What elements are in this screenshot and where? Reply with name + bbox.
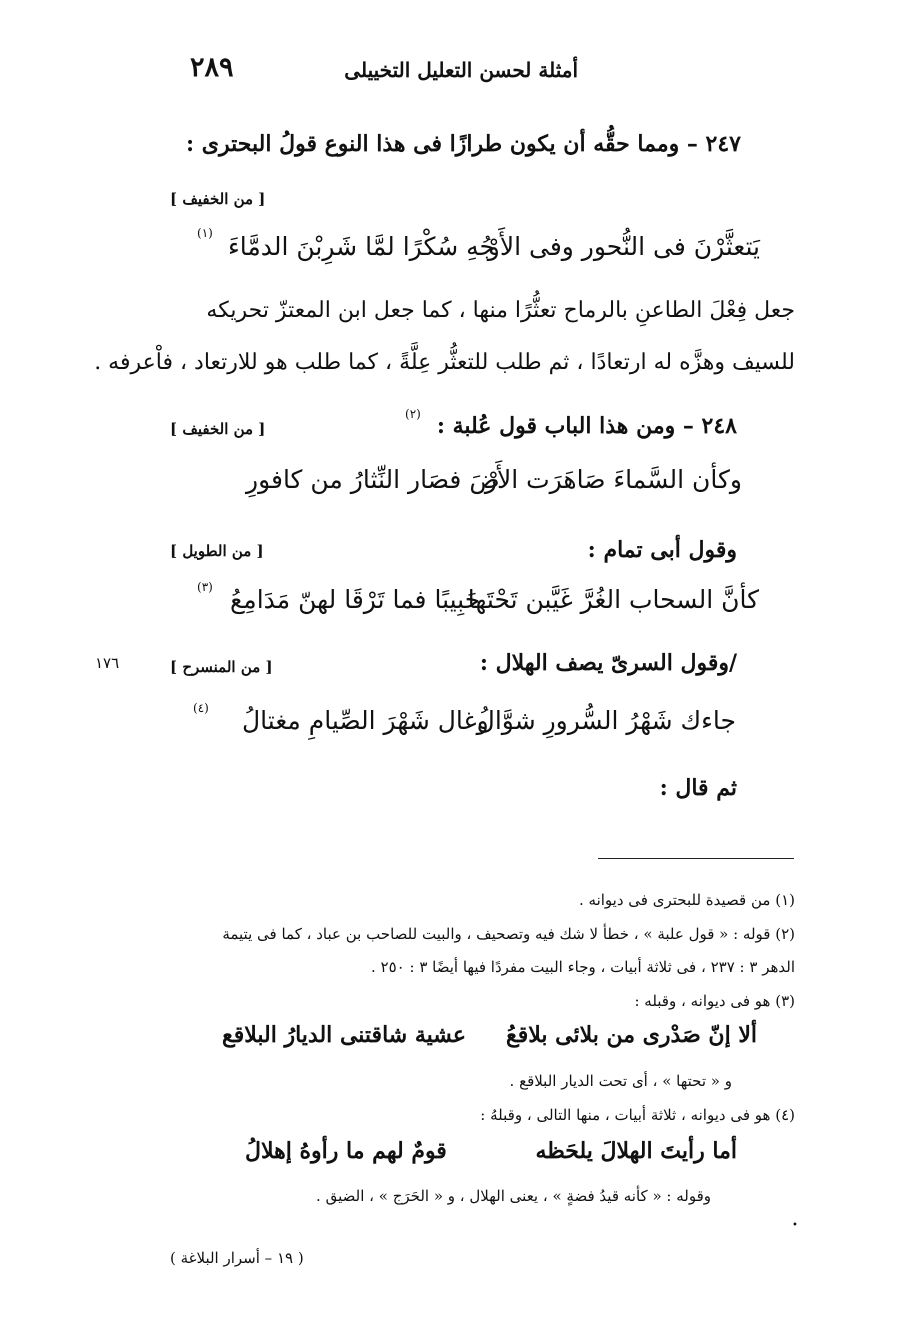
meter-label-tawil: [ من الطويل ] bbox=[170, 542, 264, 560]
footnote-4-verse-second-hemistich: قومٌ لهم ما رأوهُ إهلالُ bbox=[245, 1138, 447, 1164]
footnote-3-note: و « تحتها » ، أى تحت الديار البلاقع . bbox=[509, 1072, 732, 1090]
footnote-ref-2: (٢) bbox=[405, 407, 421, 421]
meter-label-khafif-2: [ من الخفيف ] bbox=[170, 420, 266, 438]
page-number: ٢٨٩ bbox=[190, 52, 234, 83]
prose-line-1: جعل فِعْلَ الطاعنِ بالرماح تعثُّرًا منها ، كما جعل ابن المعتزّ تحريكه bbox=[206, 298, 795, 323]
footnote-3-verse-first-hemistich: ألا إنّ صَدْرى من بلائى بلاقعُ bbox=[505, 1022, 757, 1048]
footnote-4-verse-first-hemistich: أما رأيتَ الهلالَ يلحَظه bbox=[535, 1138, 737, 1164]
meter-label-munsarih: [ من المنسرح ] bbox=[170, 658, 273, 676]
running-title: أمثلة لحسن التعليل التخييلى bbox=[344, 58, 578, 82]
sari-intro: /وقول السرىّ يصف الهلال : bbox=[479, 650, 737, 676]
footnote-2-line-2: الدهر ٣ : ٢٣٧ ، فى ثلاثة أبيات ، وجاء البيت مفردًا فيها أيضًا ٣ : ٢٥٠ . bbox=[371, 958, 795, 976]
stray-mark: • bbox=[792, 1220, 798, 1231]
abu-tammam-intro: وقول أبى تمام : bbox=[587, 537, 737, 563]
verse-abu-tammam-second-hemistich: حَبِيبًا فما تَرْقَا لهنّ مَدَامِعُ bbox=[230, 585, 481, 614]
verse-247-second-hemistich: جُهِ سُكْرًا لمَّا شَرِبْنَ الدمَّاءَ bbox=[228, 232, 496, 261]
footnote-ref-4: (٤) bbox=[193, 701, 209, 715]
section-248-heading: ٢٤٨ – ومن هذا الباب قول عُلبة : bbox=[436, 413, 737, 439]
prose-line-2: للسيف وهزَّه له ارتعادًا ، ثم طلب للتعثُّر عِلَّةً ، كما طلب هو للارتعاد ، فاْعرفه . bbox=[94, 350, 795, 375]
footnote-1: (١) من قصيدة للبحترى فى ديوانه . bbox=[579, 891, 795, 909]
footnote-3-verse-second-hemistich: عشية شاقتنى الديارُ البلاقع bbox=[222, 1022, 467, 1048]
footnote-ref-1: (١) bbox=[197, 226, 213, 240]
footnote-divider bbox=[598, 858, 794, 859]
footnote-2-line-1: (٢) قوله : « قول علبة » ، خطأ لا شك فيه وتصحيف ، والبيت للصاحب بن عباد ، كما فى يتيمة bbox=[222, 925, 795, 943]
verse-248-first-hemistich: وكأن السَّماءَ صَاهَرَت الأَرْ bbox=[484, 465, 742, 494]
footnote-4: (٤) هو فى ديوانه ، ثلاثة أبيات ، منها التالى ، وقبلهُ : bbox=[480, 1106, 795, 1124]
then-said-line: ثم قال : bbox=[659, 775, 737, 801]
verse-abu-tammam-first-hemistich: كأنَّ السحاب الغُرَّ غَيَّبن تَحْتَها bbox=[467, 585, 759, 614]
verse-sari-first-hemistich: جاءك شَهْرُ السُّرورِ شوَّالُ bbox=[476, 706, 736, 735]
verse-248-second-hemistich: ضَ فصَار النِّثارُ من كافورِ bbox=[246, 465, 500, 494]
footnote-3: (٣) هو فى ديوانه ، وقبله : bbox=[634, 992, 795, 1010]
section-247-heading: ٢٤٧ – ومما حقُّه أن يكون طرازًا فى هذا النوع قولُ البحترى : bbox=[186, 131, 741, 157]
footnote-4-note: وقوله : « كأنه قيدُ فضةٍ » ، يعنى الهلال ، و « الحَرَج » ، الضيق . bbox=[316, 1187, 711, 1205]
printer-signature: ( ١٩ – أسرار البلاغة ) bbox=[170, 1249, 304, 1267]
meter-label-khafif-1: [ من الخفيف ] bbox=[170, 190, 266, 208]
margin-page-reference: ١٧٦ bbox=[95, 654, 120, 672]
footnote-ref-3: (٣) bbox=[197, 580, 213, 594]
verse-sari-second-hemistich: وغال شَهْرَ الصِّيامِ مغتالُ bbox=[242, 706, 489, 735]
verse-247-first-hemistich: يَتعثَّرْنَ فى النُّحور وفى الأَوْ bbox=[487, 232, 760, 261]
